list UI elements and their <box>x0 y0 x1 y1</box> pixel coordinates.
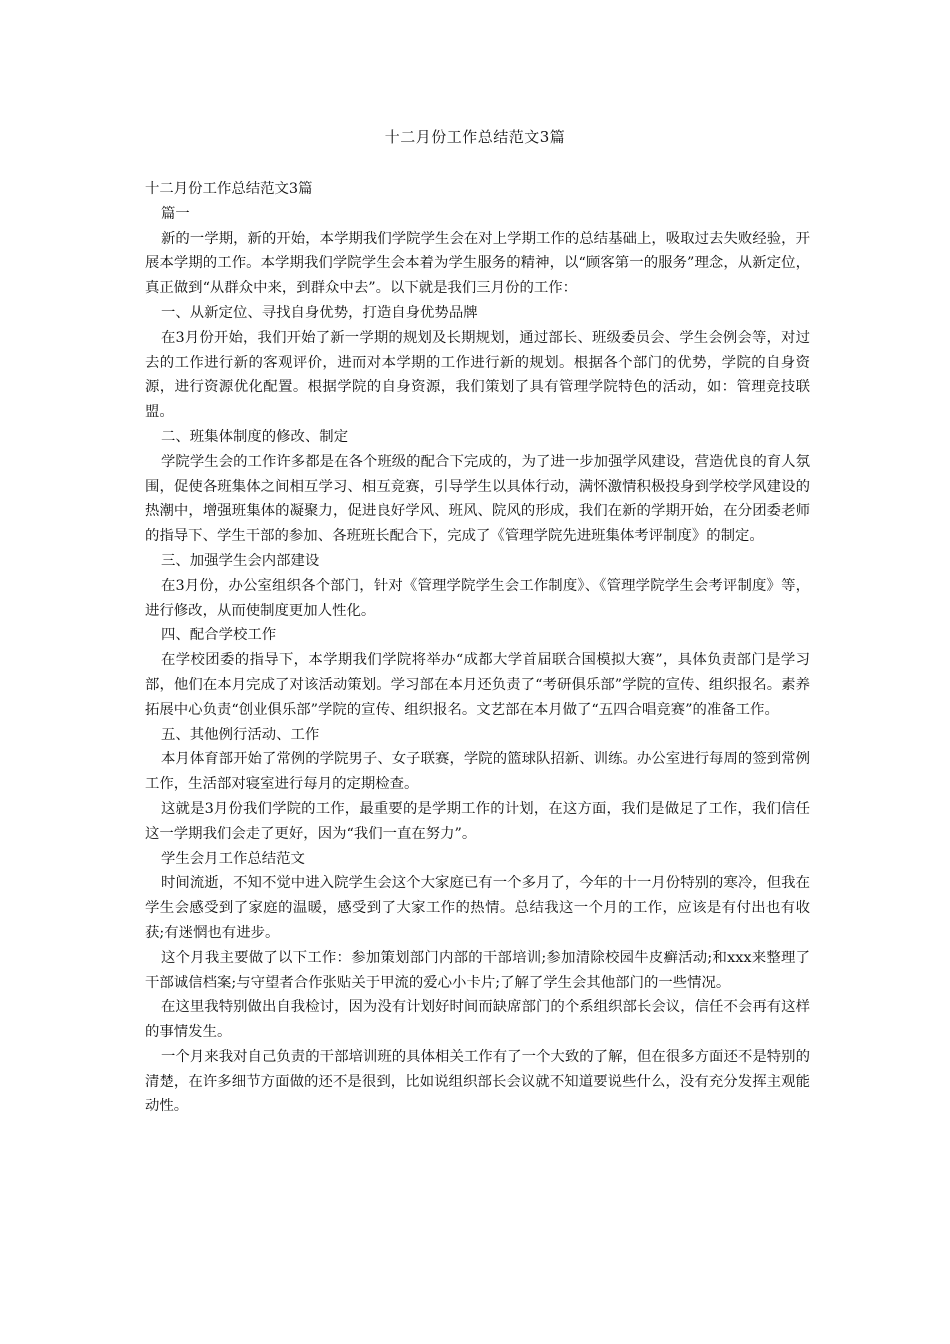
paragraph: 在学校团委的指导下，本学期我们学院将举办“成都大学首届联合国模拟大赛”，具体负责部门是学习部，他们在本月完成了对该活动策划。学习部在本月还负责了“考研俱乐部”学院的宣传、组织报名。素养拓展中心负责“创业俱乐部”学院的宣传、组织报名。文艺部在本月做了“五四合唱竞赛”的准备工作。 <box>145 652 810 718</box>
subtitle: 十二月份工作总结范文3篇 <box>145 181 313 197</box>
paragraph: 在3月份，办公室组织各个部门，针对《管理学院学生会工作制度》、《管理学院学生会考评制度》等，进行修改，从而使制度更加人性化。 <box>145 577 810 619</box>
section-heading: 四、配合学校工作 <box>161 627 277 644</box>
section-heading: 一、从新定位、寻找自身优势，打造自身优势品牌 <box>161 304 478 321</box>
paragraph: 学院学生会的工作许多都是在各个班级的配合下完成的，为了进一步加强学风建设，营造优良的育人氛围，促使各班集体之间相互学习、相互竞赛，引导学生以具体行动，满怀激情积极投身到学校学风建设的热潮中，增强班集体的凝聚力，促进良好学风、班风、院风的形成，我们在新的学期开始，在分团委老师的指导下、学生干部的参加、各班班长配合下，完成了《管理学院先进班集体考评制度》的制定。 <box>145 453 810 545</box>
paragraph: 新的一学期，新的开始，本学期我们学院学生会在对上学期工作的总结基础上，吸取过去失败经验，开展本学期的工作。本学期我们学院学生会本着为学生服务的精神，以“顾客第一的服务”理念，从新定位，真正做到“从群众中来，到群众中去”。以下就是我们三月份的工作： <box>145 230 810 297</box>
paragraph: 这个月我主要做了以下工作：参加策划部门内部的干部培训;参加清除校园牛皮癣活动;和xxx来整理了干部诚信档案;与守望者合作张贴关于甲流的爱心小卡片;了解了学生会其他部门的一些情况。 <box>145 949 810 991</box>
document-body <box>145 177 810 1119</box>
paragraph: 这就是3月份我们学院的工作，最重要的是学期工作的计划，在这方面，我们是做足了工作，我们信任这一学期我们会走了更好，因为“我们一直在努力”。 <box>145 800 810 842</box>
paragraph: 在这里我特别做出自我检讨，因为没有计划好时间而缺席部门的个系组织部长会议，信任不会再有这样的事情发生。 <box>145 999 810 1041</box>
section-heading: 三、加强学生会内部建设 <box>161 552 320 569</box>
paragraph: 一个月来我对自己负责的干部培训班的具体相关工作有了一个大致的了解，但在很多方面还不是特别的清楚，在许多细节方面做的还不是很到，比如说组织部长会议就不知道要说些什么，没有充分发挥主观能动性。 <box>145 1048 810 1115</box>
document-title: 十二月份工作总结范文3篇 <box>384 128 566 146</box>
paragraph: 时间流逝，不知不觉中进入院学生会这个大家庭已有一个多月了，今年的十一月份特别的寒冷，但我在学生会感受到了家庭的温暖，感受到了大家工作的热情。总结我这一个月的工作，应该是有付出也有收获;有迷惘也有进步。 <box>145 875 810 941</box>
section-heading: 五、其他例行活动、工作 <box>161 726 320 743</box>
paragraph: 本月体育部开始了常例的学院男子、女子联赛，学院的篮球队招新、训练。办公室进行每周的签到常例工作，生活部对寝室进行每月的定期检查。 <box>145 751 810 793</box>
paragraph: 在3月份开始，我们开始了新一学期的规划及长期规划，通过部长、班级委员会、学生会例会等，对过去的工作进行新的客观评价，进而对本学期的工作进行新的规划。根据各个部门的优势，学院的自身资源，进行资源优化配置。根据学院的自身资源，我们策划了具有管理学院特色的活动，如：管理竞技联盟。 <box>145 329 810 421</box>
section-heading: 学生会月工作总结范文 <box>161 850 305 867</box>
section-heading: 二、班集体制度的修改、制定 <box>161 428 349 445</box>
section-heading-part-one: 篇一 <box>161 205 190 222</box>
